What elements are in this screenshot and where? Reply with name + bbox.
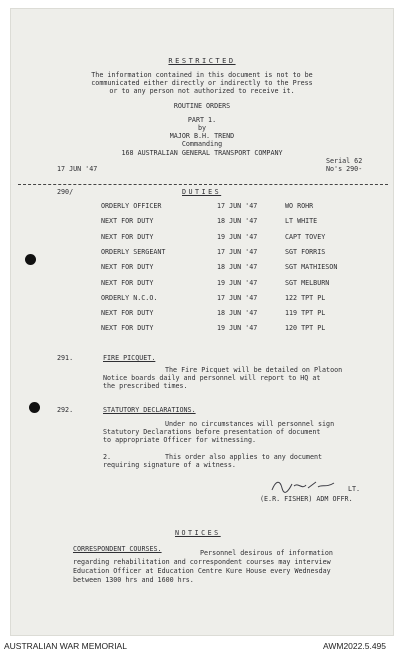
duty-name: SGT MATHIESON [285,263,338,272]
duty-name: 119 TPT PL [285,309,326,318]
item-292-para2-line-1: This order also applies to any document [165,453,323,461]
item-292-para1-line-2: Statutory Declarations before presentation of document [103,428,321,436]
duty-name: CAPT TOVEY [285,232,326,241]
order-date: 17 JUN '47 [57,165,98,173]
item-291-line-1: The Fire Picquet will be detailed on Platoon [165,366,343,374]
duty-row [10,294,394,304]
duty-role: ORDERLY OFFICER [101,202,162,210]
orders-title: ROUTINE ORDERS [173,102,231,110]
notices-line-3: Education Officer at Education Centre Kure House every Wednesday [73,567,331,575]
duty-date: 19 JUN '47 [217,278,258,287]
signature-rank: LT. [348,485,361,493]
duty-role: ORDERLY SERGEANT [101,247,166,256]
duty-name: SGT MELBURN [285,278,330,287]
punch-hole-bottom [29,402,40,413]
handwritten-signature [268,476,348,496]
duty-role: NEXT FOR DUTY [101,324,154,333]
duty-role: NEXT FOR DUTY [101,232,154,241]
notices-line-1: Personnel desirous of information [200,549,333,557]
duty-name: WO ROHR [285,202,314,210]
duty-role: NEXT FOR DUTY [101,309,154,318]
duty-row [10,202,394,212]
duty-date: 19 JUN '47 [217,232,258,241]
duty-name: SGT FORRIS [285,247,326,256]
footer-institution: AUSTRALIAN WAR MEMORIAL [4,641,127,651]
signature-name: (E.R. FISHER) ADM OFFR. [260,495,353,503]
notice-line-1: The information contained in this document is not to be [91,71,313,79]
serial-number: Serial 62 [326,157,363,165]
duty-row [10,248,394,258]
item-292-para1-line-1: Under no circumstances will personnel sign [165,420,335,428]
commanding-label: Commanding [181,140,223,148]
part-label: PART 1. [187,116,217,124]
duty-row [10,279,394,289]
duty-date: 18 JUN '47 [217,217,258,226]
notices-line-4: between 1300 hrs and 1600 hrs. [73,576,194,584]
item-292-para1-line-3: to appropriate Officer for witnessing. [103,436,256,444]
duty-date: 18 JUN '47 [217,309,258,318]
duty-date: 17 JUN '47 [217,293,258,302]
officer-name: MAJOR B.H. TREND [169,132,235,140]
duties-heading: DUTIES [182,188,222,196]
item-291-number: 291. [57,354,74,362]
punch-hole-top [25,254,36,265]
footer-accession: AWM2022.5.495 [323,641,386,651]
document-page [10,8,394,636]
item-292-heading: STATUTORY DECLARATIONS. [103,406,196,414]
duty-row [10,217,394,227]
unit-name: 168 AUSTRALIAN GENERAL TRANSPORT COMPANY [121,149,283,157]
duty-row [10,309,394,319]
duty-row [10,233,394,243]
order-numbers: No's 290- [326,165,363,173]
classification-label: RESTRICTED [168,57,236,65]
notice-line-2: communicated either directly or indirectly to the Press [91,79,313,87]
duty-name: 122 TPT PL [285,293,326,302]
by-label: by [197,124,207,132]
duty-role: NEXT FOR DUTY [101,217,154,226]
duty-name: 120 TPT PL [285,324,326,333]
duty-date: 17 JUN '47 [217,202,258,210]
item-292-number: 292. [57,406,74,414]
duty-name: LT WHITE [285,217,318,226]
item-292-para2-number: 2. [103,453,112,461]
duties-number: 290/ [57,188,74,196]
duty-date: 19 JUN '47 [217,324,258,333]
item-291-heading: FIRE PICQUET. [103,354,156,362]
notices-line-2: regarding rehabilitation and correspondent courses may interview [73,558,331,566]
duty-date: 17 JUN '47 [217,247,258,256]
item-291-line-2: Notice boards daily and personnel will report to HQ at [103,374,321,382]
item-292-para2-line-2: requiring signature of a witness. [103,461,236,469]
divider-line [18,184,388,185]
duty-role: NEXT FOR DUTY [101,278,154,287]
duty-role: NEXT FOR DUTY [101,263,154,272]
duty-role: ORDERLY N.C.O. [101,293,158,302]
notice-line-3: or to any person not authorized to receive it. [109,87,295,95]
duty-date: 18 JUN '47 [217,263,258,272]
duty-row [10,263,394,273]
duty-row [10,324,394,334]
notices-heading: NOTICES [175,529,221,537]
notices-subheading: CORRESPONDENT COURSES. [73,545,162,553]
item-291-line-3: the prescribed times. [103,382,188,390]
